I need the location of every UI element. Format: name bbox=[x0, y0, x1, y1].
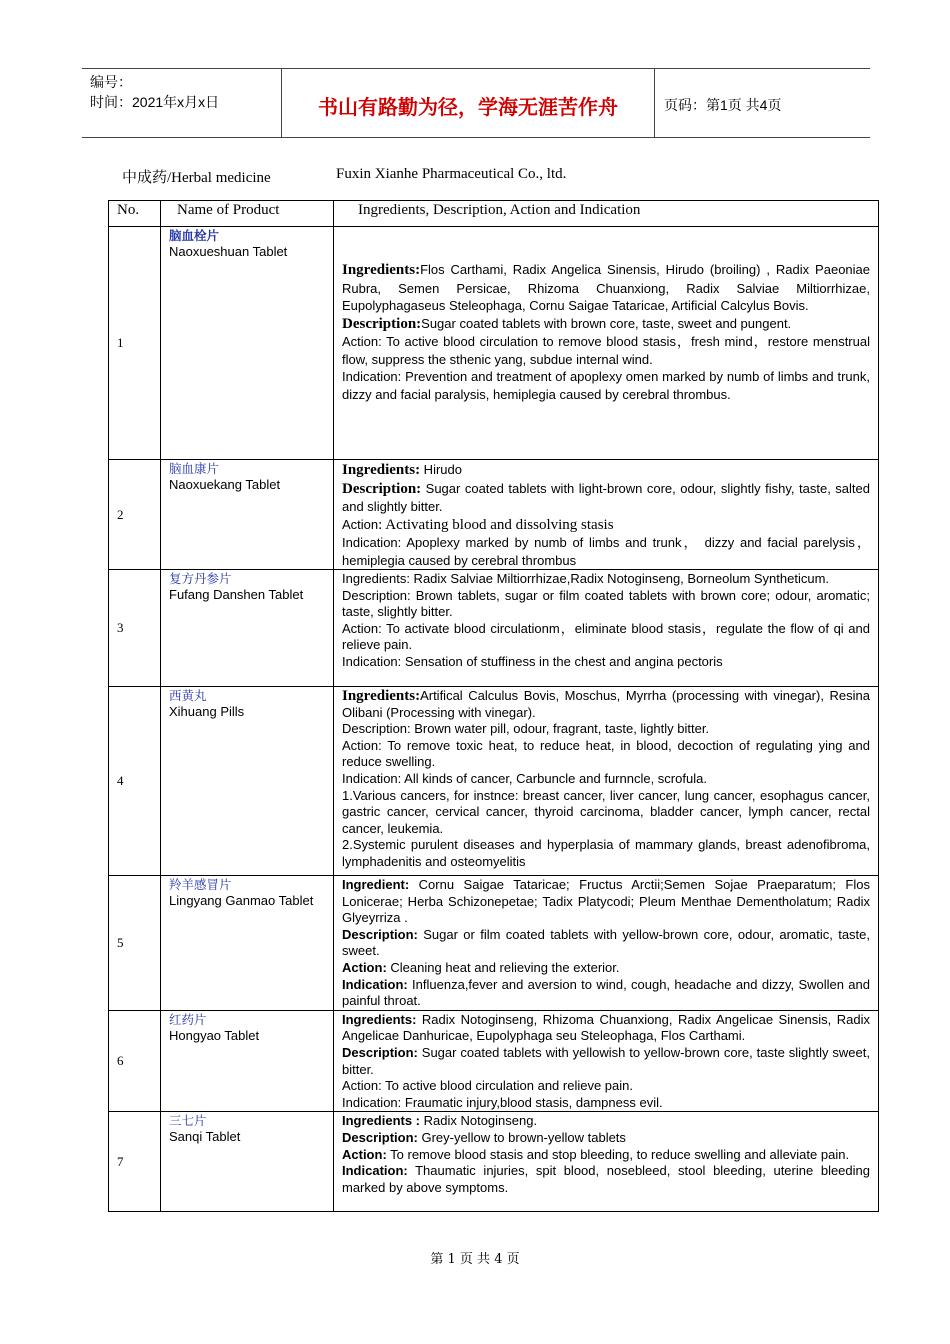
product-name-cell bbox=[161, 687, 334, 876]
company-name: Fuxin Xianhe Pharmaceutical Co., ltd. bbox=[336, 166, 567, 182]
action: Action: Activating blood and dissolving stasis bbox=[342, 516, 614, 533]
product-details-cell bbox=[334, 570, 879, 687]
product-name-cell bbox=[161, 1112, 334, 1212]
category-title: 中成药/Herbal medicine bbox=[122, 170, 271, 186]
indication: Indication: Prevention and treatment of apoplexy omen marked by numb of limbs and trunk, dizzy and facial paralysis, hemiplegia caused by cerebral thrombus. bbox=[342, 369, 870, 402]
row-number: 3 bbox=[109, 570, 161, 687]
product-name-en: Naoxuekang Tablet bbox=[169, 477, 281, 492]
indication: Indication: Sensation of stuffiness in the chest and angina pectoris bbox=[342, 653, 723, 669]
product-details-cell bbox=[334, 1112, 879, 1212]
table-row bbox=[109, 460, 879, 570]
product-details-cell bbox=[334, 227, 879, 460]
product-name-en: Lingyang Ganmao Tablet bbox=[169, 893, 314, 908]
product-details-cell bbox=[334, 460, 879, 570]
product-name-cell bbox=[161, 227, 334, 460]
product-details-cell bbox=[334, 1010, 879, 1112]
product-name-en: Xihuang Pills bbox=[169, 704, 245, 719]
ingredients: Ingredients: Radix Salviae Miltiorrhizae,Radix Notoginseng, Borneolum Syntheticum. bbox=[342, 571, 830, 586]
page-footer: 第 1 页 共 4 页 bbox=[430, 1252, 520, 1267]
product-name-en: Hongyao Tablet bbox=[169, 1027, 260, 1043]
product-name-cn: 羚羊感冒片 bbox=[169, 877, 232, 892]
description: Description: Sugar coated tablets with yellowish to yellow-brown core, taste slightly sweet, bitter. bbox=[342, 1044, 870, 1077]
product-name-cell bbox=[161, 570, 334, 687]
product-details-cell bbox=[334, 687, 879, 876]
ingredients: Ingredients : Radix Notoginseng. bbox=[342, 1113, 538, 1129]
table-row bbox=[109, 1112, 879, 1212]
product-name-cell bbox=[161, 876, 334, 1011]
row-number: 2 bbox=[109, 460, 161, 570]
indication: Indication: Fraumatic injury,blood stasis, dampness evil. bbox=[342, 1094, 663, 1110]
action: Action: To remove blood stasis and stop bleeding, to reduce swelling and alleviate pain. bbox=[342, 1146, 850, 1162]
action: Action: Cleaning heat and relieving the exterior. bbox=[342, 959, 620, 975]
description: Description: Grey-yellow to brown-yellow tablets bbox=[342, 1129, 626, 1145]
row-number: 6 bbox=[109, 1010, 161, 1112]
time-label: 时间：2021年x月x日 bbox=[90, 94, 220, 110]
header-meta bbox=[90, 72, 219, 112]
page-header bbox=[82, 68, 870, 138]
row-number: 7 bbox=[109, 1112, 161, 1212]
ingredients: Ingredients: Radix Notoginseng, Rhizoma Chuanxiong, Radix Angelicae Sinensis, Radix Angelicae Danhuricae, Eupolyphaga seu Steleophaga, Flos Carthami. bbox=[342, 1011, 870, 1044]
indication: Indication: All kinds of cancer, Carbuncle and furnncle, scrofula. bbox=[342, 770, 707, 786]
table-row bbox=[109, 570, 879, 687]
header-divider bbox=[654, 69, 655, 137]
description: Description: Sugar or film coated tablets with yellow-brown core, odour, aromatic, taste, sweet. bbox=[342, 926, 870, 959]
product-name-cell bbox=[161, 1010, 334, 1112]
action: Action: To active blood circulation and relieve pain. bbox=[342, 1078, 633, 1094]
ingredients: Ingredients:Artifical Calculus Bovis, Moschus, Myrrha (processing with vinegar), Resina Olibani (Processing with vinegar). bbox=[342, 688, 870, 720]
product-name-cell bbox=[161, 460, 334, 570]
header-page-label: 页码：第1页 共4页 bbox=[664, 97, 782, 113]
description: Description: Brown tablets, sugar or film coated tablets with brown core; odour, aromatic; taste, slightly bitter. bbox=[342, 587, 870, 620]
product-table bbox=[108, 200, 879, 1212]
header-no: No. bbox=[109, 201, 161, 227]
product-name-en: Naoxueshuan Tablet bbox=[169, 244, 288, 259]
product-details-cell bbox=[334, 876, 879, 1011]
product-name-cn: 脑血栓片 bbox=[169, 228, 220, 243]
ingredients: Ingredients: Hirudo bbox=[342, 462, 462, 478]
product-name-en: Fufang Danshen Tablet bbox=[169, 587, 304, 602]
row-number: 5 bbox=[109, 876, 161, 1011]
table-row bbox=[109, 687, 879, 876]
ingredients: Ingredient: Cornu Saigae Tataricae; Fructus Arctii;Semen Sojae Praeparatum; Flos Lonicerae; Herba Schizonepetae; Tadix Platycodi; Pleum Menthae Dementholatum; Radix Glyeyrriza . bbox=[342, 877, 870, 926]
action: Action: To active blood circulation to remove blood stasis，fresh mind，restore menstrual flow, suppress the sthenic yang, subdue internal wind. bbox=[342, 334, 870, 367]
table-row bbox=[109, 876, 879, 1011]
indication: Indication: Influenza,fever and aversion to wind, cough, headache and dizzy, Swollen and painful throat. bbox=[342, 976, 870, 1009]
action: Action: To activate blood circulationm，eliminate blood stasis，regulate the flow of qi and relieve pain. bbox=[342, 620, 870, 653]
indication-detail: 2.Systemic purulent diseases and hyperplasia of mammary glands, breast adenofibroma, lymphadenitis and osteomyelitis bbox=[342, 837, 870, 869]
action: Action: To remove toxic heat, to reduce heat, in blood, decoction of regulating ying and reduce swelling. bbox=[342, 737, 870, 770]
indication: Indication: Thaumatic injuries, spit blood, nosebleed, stool bleeding, uterine bleeding marked by above symptoms. bbox=[342, 1163, 870, 1195]
table-row bbox=[109, 1010, 879, 1112]
indication-detail: 1.Various cancers, for instnce: breast cancer, liver cancer, lung cancer, esophagus cancer, gastric cancer, cervical cancer, thyroid carcinoma, bladder cancer, lymph cancer, rectal cancer, leukemia. bbox=[342, 787, 870, 836]
header-product-name: Name of Product bbox=[161, 201, 334, 227]
ingredients: Ingredients:Flos Carthami, Radix Angelica Sinensis, Hirudo (broiling) , Radix Paeoniae Rubra, Semen Persicae, Rhizoma Chuanxiong, Radix Salviae Miltiorrhizae, Eupolyphagaseus Steleophaga, Cornu Saigae Tataricae, Artificial Calcylus Bovis. bbox=[342, 262, 870, 313]
product-name-cn: 西黄丸 bbox=[169, 688, 207, 703]
description: Description: Brown water pill, odour, fragrant, taste, lightly bitter. bbox=[342, 721, 710, 737]
serial-label: 编号： bbox=[90, 74, 132, 90]
product-name-cn: 三七片 bbox=[169, 1113, 207, 1129]
header-motto: 书山有路勤为径，学海无涯苦作舟 bbox=[318, 95, 618, 119]
indication: Indication: Apoplexy marked by numb of limbs and trunk， dizzy and facial parelysis，hemiplegia caused by cerebral thrombus bbox=[342, 535, 870, 568]
description: Description:Sugar coated tablets with brown core, taste, sweet and pungent. bbox=[342, 315, 792, 332]
row-number: 1 bbox=[109, 227, 161, 460]
table-row bbox=[109, 227, 879, 460]
header-details: Ingredients, Description, Action and Indication bbox=[334, 201, 879, 227]
product-name-en: Sanqi Tablet bbox=[169, 1129, 241, 1145]
description: Description: Sugar coated tablets with light-brown core, odour, slightly fishy, taste, salted and slightly bitter. bbox=[342, 480, 870, 514]
table-header-row bbox=[109, 201, 879, 227]
product-name-cn: 红药片 bbox=[169, 1011, 207, 1027]
row-number: 4 bbox=[109, 687, 161, 876]
product-name-cn: 复方丹参片 bbox=[169, 571, 232, 586]
product-name-cn: 脑血康片 bbox=[169, 461, 220, 476]
